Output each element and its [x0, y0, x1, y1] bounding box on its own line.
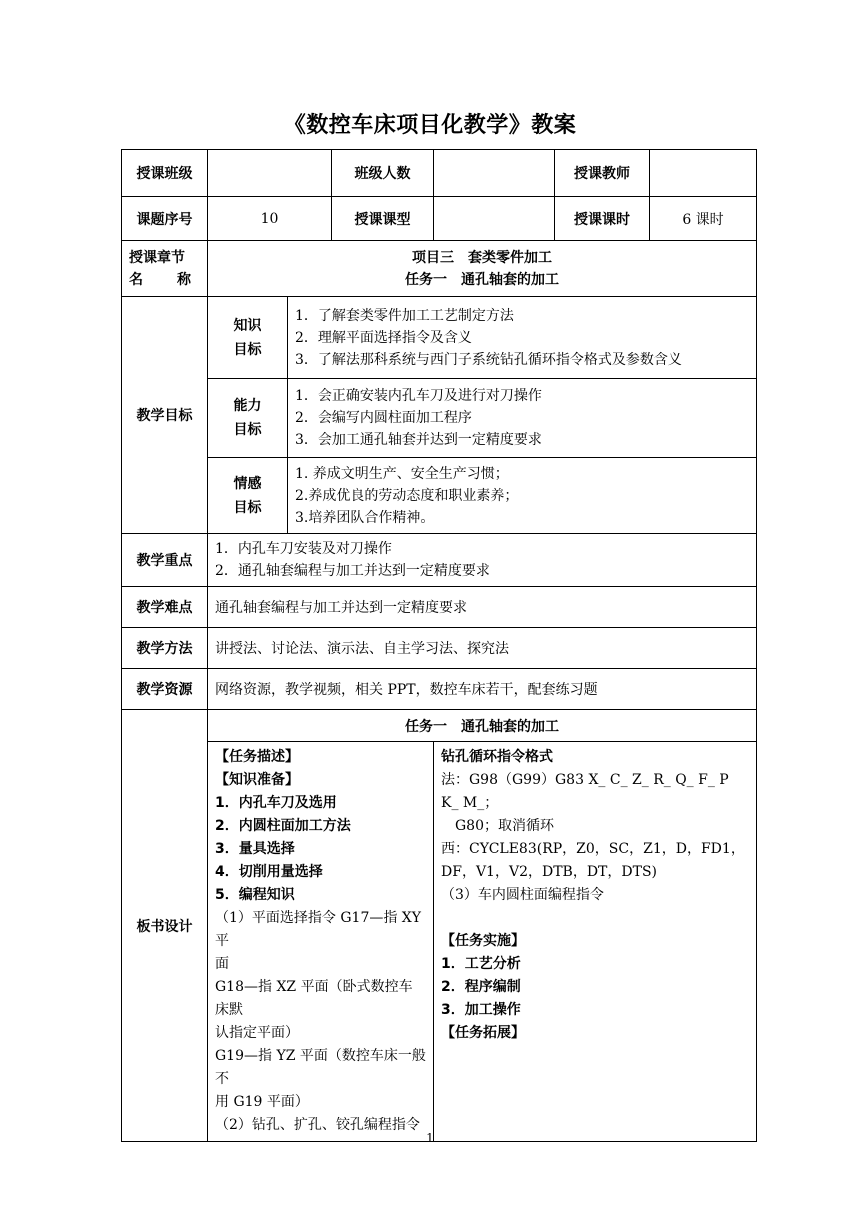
row-chapter: [122, 241, 757, 297]
list-item: 3.培养团队合作精神。: [295, 509, 435, 526]
board-line: 5．编程知识: [215, 887, 295, 903]
list-item: 2．理解平面选择指令及含义: [295, 329, 472, 346]
row-board-content: [122, 742, 757, 1142]
teaching-resource-text: 网络资源，教学视频，相关 PPT，数控车床若干，配套练习题: [208, 669, 757, 710]
board-heading: 任务一 通孔轴套的加工: [208, 710, 757, 742]
board-line: 【知识准备】: [215, 772, 299, 788]
teaching-resource-label: 教学资源: [122, 669, 208, 710]
board-line: 【任务拓展】: [441, 1025, 525, 1041]
emotion-goal-label: [208, 458, 288, 534]
student-count-value: [434, 150, 555, 197]
student-count-label: 班级人数: [332, 150, 434, 197]
lesson-type-value: [434, 197, 555, 241]
emotion-goal-label-2: 目标: [233, 499, 262, 516]
list-item: 1．内孔车刀安装及对刀操作: [215, 541, 392, 557]
chapter-label-a: 名: [129, 271, 143, 288]
list-item: 2．通孔轴套编程与加工并达到一定精度要求: [215, 563, 490, 579]
chapter-label-line1: 授课章节: [129, 249, 185, 266]
board-line: G18—指 XZ 平面（卧式数控车床默: [215, 979, 413, 1018]
ability-goal-label-1: 能力: [233, 398, 262, 414]
board-line: 3．量具选择: [215, 841, 295, 857]
row-teaching-method: [122, 628, 757, 669]
lesson-type-label: 授课课型: [332, 197, 434, 241]
board-line: 4．切削用量选择: [215, 864, 323, 880]
knowledge-goal-items: [288, 297, 757, 379]
class-label: 授课班级: [122, 150, 208, 197]
lesson-no-label: 课题序号: [122, 197, 208, 241]
board-line: 法：G98（G99）G83 X_ C_ Z_ R_ Q_ F_ P: [441, 772, 729, 788]
row-board-heading: [122, 710, 757, 742]
board-line: 1．内孔车刀及选用: [215, 795, 337, 811]
board-line: （1）平面选择指令 G17—指 XY 平: [215, 910, 422, 949]
chapter-line2: 任务一 通孔轴套的加工: [405, 271, 559, 288]
board-right-column: [434, 742, 757, 1142]
page-title: 《数控车床项目化教学》教案: [283, 113, 577, 138]
key-points-items: [208, 534, 757, 587]
difficult-points-label: 教学难点: [122, 587, 208, 628]
page-number: 1: [426, 1131, 434, 1145]
board-line: 3．加工操作: [441, 1002, 521, 1018]
row-goal-ability: [122, 379, 757, 458]
board-line: 2．内圆柱面加工方法: [215, 818, 351, 834]
board-line: 【任务实施】: [441, 933, 525, 949]
teacher-label: 授课教师: [555, 150, 650, 197]
ability-goal-label: [208, 379, 288, 458]
board-line: K_ M_；: [441, 795, 499, 811]
knowledge-goal-label: [208, 297, 288, 379]
board-line: G80；取消循环: [441, 818, 554, 834]
board-line: 西：CYCLE83(RP，Z0，SC，Z1，D，FD1，: [441, 841, 745, 857]
board-design-label: 板书设计: [122, 710, 208, 1142]
chapter-label: [122, 241, 208, 297]
row-goal-knowledge: [122, 297, 757, 379]
lesson-plan-table: [121, 149, 757, 1142]
list-item: 1. 养成文明生产、安全生产习惯；: [295, 465, 509, 482]
board-left-list: [215, 746, 426, 1137]
list-item: 2.养成优良的劳动态度和职业素养；: [295, 487, 519, 504]
lesson-no-value: 10: [208, 197, 332, 241]
teacher-value: [650, 150, 757, 197]
goals-label: 教学目标: [122, 297, 208, 534]
board-line: 认指定平面）: [215, 1025, 299, 1041]
row-difficult-points: [122, 587, 757, 628]
chapter-name: [208, 241, 757, 297]
lesson-hours-value: 6 课时: [650, 197, 757, 241]
board-line: （2）钻孔、扩孔、铰孔编程指令: [215, 1117, 420, 1133]
ability-goal-label-2: 目标: [233, 422, 262, 438]
list-item: 2．会编写内圆柱面加工程序: [295, 410, 472, 426]
class-value: [208, 150, 332, 197]
board-line: （3）车内圆柱面编程指令: [441, 887, 604, 903]
chapter-label-line2: [129, 269, 191, 291]
row-lesson-info: [122, 197, 757, 241]
row-key-points: [122, 534, 757, 587]
board-line: DF，V1，V2，DTB，DT，DTS): [441, 864, 658, 880]
row-class-info: [122, 150, 757, 197]
board-line: [441, 907, 749, 930]
knowledge-goal-label-2: 目标: [233, 341, 262, 358]
difficult-points-text: 通孔轴套编程与加工并达到一定精度要求: [208, 587, 757, 628]
board-line: 钻孔循环指令格式: [441, 749, 553, 765]
chapter-label-b: 称: [177, 271, 191, 288]
emotion-goal-label-1: 情感: [233, 475, 262, 492]
row-goal-emotion: [122, 458, 757, 534]
list-item: 1．会正确安装内孔车刀及进行对刀操作: [295, 388, 542, 404]
board-line: 用 G19 平面）: [215, 1094, 309, 1110]
list-item: 3．了解法那科系统与西门子系统钻孔循环指令格式及参数含义: [295, 351, 682, 368]
teaching-method-label: 教学方法: [122, 628, 208, 669]
knowledge-goal-label-1: 知识: [233, 317, 262, 334]
board-line: 【任务描述】: [215, 749, 299, 765]
chapter-line1: 项目三 套类零件加工: [412, 249, 552, 266]
board-line: G19—指 YZ 平面（数控车床一般不: [215, 1048, 426, 1087]
emotion-goal-items: [288, 458, 757, 534]
list-item: 1．了解套类零件加工工艺制定方法: [295, 307, 514, 324]
lesson-hours-label: 授课课时: [555, 197, 650, 241]
teaching-method-text: 讲授法、讨论法、演示法、自主学习法、探究法: [208, 628, 757, 669]
list-item: 3．会加工通孔轴套并达到一定精度要求: [295, 432, 542, 448]
board-left-column: [208, 742, 434, 1142]
board-right-list: [441, 746, 749, 1045]
board-line: 2．程序编制: [441, 979, 521, 995]
board-line: 1．工艺分析: [441, 956, 521, 972]
ability-goal-items: [288, 379, 757, 458]
row-teaching-resource: [122, 669, 757, 710]
board-line: 面: [215, 956, 229, 972]
key-points-label: 教学重点: [122, 534, 208, 587]
